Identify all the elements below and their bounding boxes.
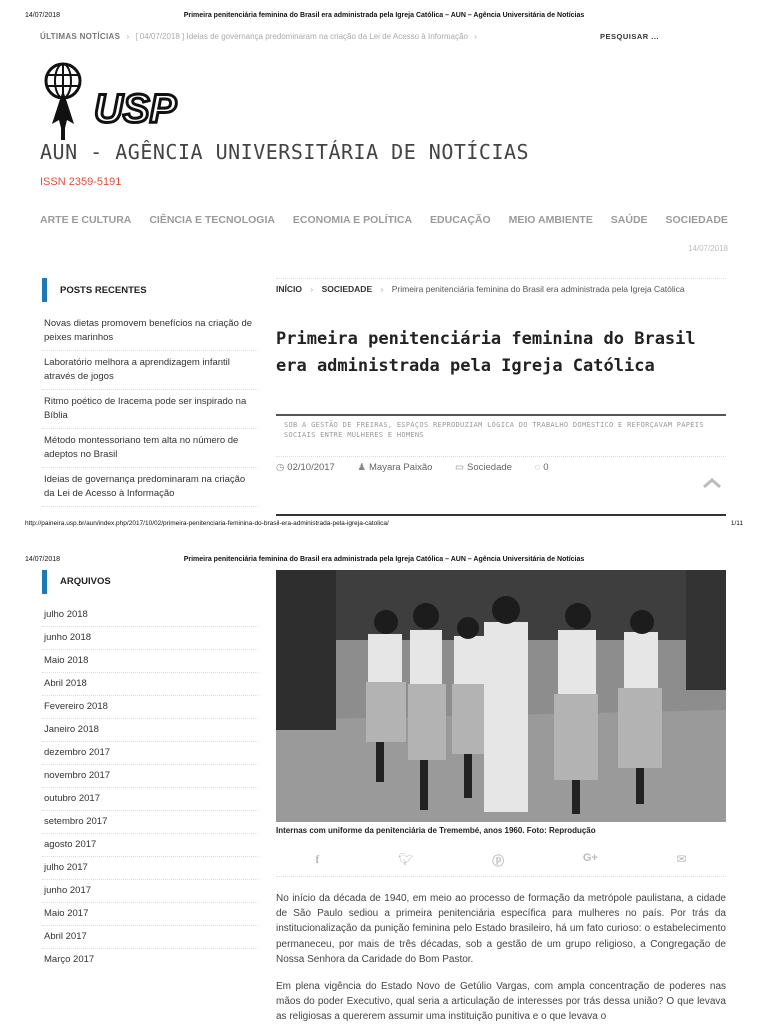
breadcrumb [276,278,726,296]
article-photo [276,570,726,822]
archive-link[interactable]: julho 2017 [42,857,258,880]
divider [276,876,726,877]
print-footer [0,520,768,534]
divider [276,514,726,516]
article-category-group [455,462,522,473]
article-comments-count[interactable]: 0 [543,462,549,473]
facebook-icon[interactable]: f [315,852,320,866]
archive-link[interactable]: Abril 2018 [42,673,258,696]
archive-link[interactable]: Abril 2017 [42,926,258,949]
article-paragraph: Em plena vigência do Estado Novo de Getúlio Vargas, com ampla concentração de poderes nas mãos do poder Executivo, qual seria a articulação de interesses por trás dessa união? O que levava as religiosas a quererem assumir uma instituição punitiva e o que levava o [276,981,726,1023]
archive-link[interactable]: dezembro 2017 [42,742,258,765]
archive-link[interactable]: julho 2018 [42,604,258,627]
user-icon: ♟ [357,462,367,473]
current-date: 14/07/2018 [687,244,728,253]
archive-link[interactable]: Março 2017 [44,954,95,965]
latest-news-bar [40,32,728,46]
archives-list [42,604,258,971]
recent-post-link[interactable]: Ritmo poético de Iracema pode ser inspirado na Bíblia [42,390,258,429]
article-title: Primeira penitenciária feminina do Brasil era administrada pela Igreja Católica [276,329,696,376]
recent-post-link[interactable]: Laboratório melhora a aprendizagem infantil através de jogos [42,351,258,390]
print-page-number: 1/11 [730,520,743,527]
menu-item-educacao[interactable]: EDUCAÇÃO [430,214,491,226]
recent-post-link[interactable]: Novas dietas promovem benefícios na criação de peixes marinhos [42,312,258,351]
archive-link[interactable]: Maio 2018 [42,650,258,673]
google-plus-icon[interactable]: G+ [582,852,598,864]
latest-news-label: ÚLTIMAS NOTÍCIAS [40,32,121,41]
photo-caption: Internas com uniforme da penitenciária de Tremembé, anos 1960. Foto: Reprodução [276,826,596,835]
menu-item-meio-ambiente[interactable]: MEIO AMBIENTE [508,214,593,226]
article-meta [276,456,726,473]
article-comments-group [535,462,559,473]
chevron-right-icon: › [380,284,384,294]
archive-link[interactable]: Janeiro 2018 [42,719,258,742]
breadcrumb-section[interactable]: SOCIEDADE [321,284,373,294]
archive-link[interactable]: junho 2017 [42,880,258,903]
archive-link[interactable]: novembro 2017 [42,765,258,788]
print-header [0,0,768,19]
chevron-right-icon: › [310,284,314,294]
archives-title: ARQUIVOS [60,576,111,587]
article-category[interactable]: Sociedade [467,462,512,473]
pinterest-icon[interactable]: ⓟ [492,854,505,868]
section-accent [42,570,47,594]
chevron-right-icon: › [126,32,130,41]
issn: ISSN 2359-5191 [40,176,122,188]
latest-news-link[interactable]: [ 04/07/2018 ] Ideias de governança predominaram na criação da Lei de Acesso à Informação [135,32,468,41]
site-title[interactable]: AUN - AGÊNCIA UNIVERSITÁRIA DE NOTÍCIAS [40,140,530,164]
print-date: 14/07/2018 [25,12,61,19]
menu-item-saude[interactable]: SAÚDE [610,214,648,226]
clock-icon: ◷ [276,462,285,473]
archive-link[interactable]: agosto 2017 [42,834,258,857]
recent-posts-header [42,278,258,302]
photo-illustration [276,570,726,822]
menu-item-arte-cultura[interactable]: ARTE E CULTURA [40,214,132,226]
email-icon[interactable]: ✉ [676,852,687,866]
recent-posts-list [42,312,258,507]
print-title: Primeira penitenciária feminina do Brasil era administrada pela Igreja Católica – AUN – Agência Universitária de Notícias [183,12,585,19]
article-dek: SOB A GESTÃO DE FREIRAS, ESPAÇOS REPRODUZIAM LÓGICA DO TRABALHO DOMÉSTICO E REFORÇAVAM PAPÉIS SOCIAIS ENTRE MULHERES E HOMENS [276,414,726,444]
archive-link[interactable]: Fevereiro 2018 [42,696,258,719]
share-bar [276,852,726,869]
article-author-group [357,462,442,473]
recent-posts-title: POSTS RECENTES [60,285,147,296]
usp-logo-text: USP [94,87,177,131]
archive-link[interactable]: outubro 2017 [42,788,258,811]
menu-item-economia-politica[interactable]: ECONOMIA E POLÍTICA [292,214,413,226]
chevron-right-icon[interactable]: › [474,32,477,41]
comment-icon: ◌ [534,462,541,473]
breadcrumb-home[interactable]: INÍCIO [276,284,302,294]
main-menu [40,214,728,226]
print-url: http://paineira.usp.br/aun/index.php/2017/10/02/primeira-penitenciaria-feminina-do-brasil-era-administrada-pela-igreja-catolica/ [25,520,389,527]
section-accent [42,278,47,302]
article-paragraph: No início da década de 1940, em meio ao processo de formação da metrópole paulistana, a cidade de São Paulo sediou a primeira penitenciária específica para mulheres no país. Por trás da institucionalização da punição feminina pelo Estado brasileiro, há um fato curioso: o estabelecimento permaneceu, por mais de três décadas, sob a gestão de um grupo religioso, a Congregação de Nossa Senhora da Caridade do Bom Pastor. [276,893,726,965]
archive-link[interactable]: setembro 2017 [42,811,258,834]
print-header [0,544,768,563]
folder-icon: ▭ [455,462,465,473]
article-author[interactable]: Mayara Paixão [369,462,433,473]
print-date: 14/07/2018 [25,556,61,563]
recent-post-link[interactable]: Ideias de governança predominaram na criação da Lei de Acesso à Informação [42,468,258,507]
article-date: 02/10/2017 [287,462,335,473]
twitter-icon[interactable]: 🐦︎ [398,852,414,866]
search-input[interactable]: PESQUISAR ... [600,32,660,41]
archives-header [42,570,258,594]
print-title: Primeira penitenciária feminina do Brasil era administrada pela Igreja Católica – AUN – Agência Universitária de Notícias [183,556,585,563]
archive-link[interactable]: junho 2018 [42,627,258,650]
archive-link[interactable]: Maio 2017 [42,903,258,926]
breadcrumb-current: Primeira penitenciária feminina do Brasil era administrada pela Igreja Católica [391,284,685,294]
recent-post-link[interactable]: Método montessoriano tem alta no número de adeptos no Brasil [42,429,258,468]
scroll-top-icon[interactable] [700,476,724,490]
menu-item-ciencia-tecnologia[interactable]: CIÊNCIA E TECNOLOGIA [149,214,275,226]
usp-logo[interactable] [38,62,178,142]
menu-item-sociedade[interactable]: SOCIEDADE [665,214,728,226]
article-date-group [276,462,345,473]
